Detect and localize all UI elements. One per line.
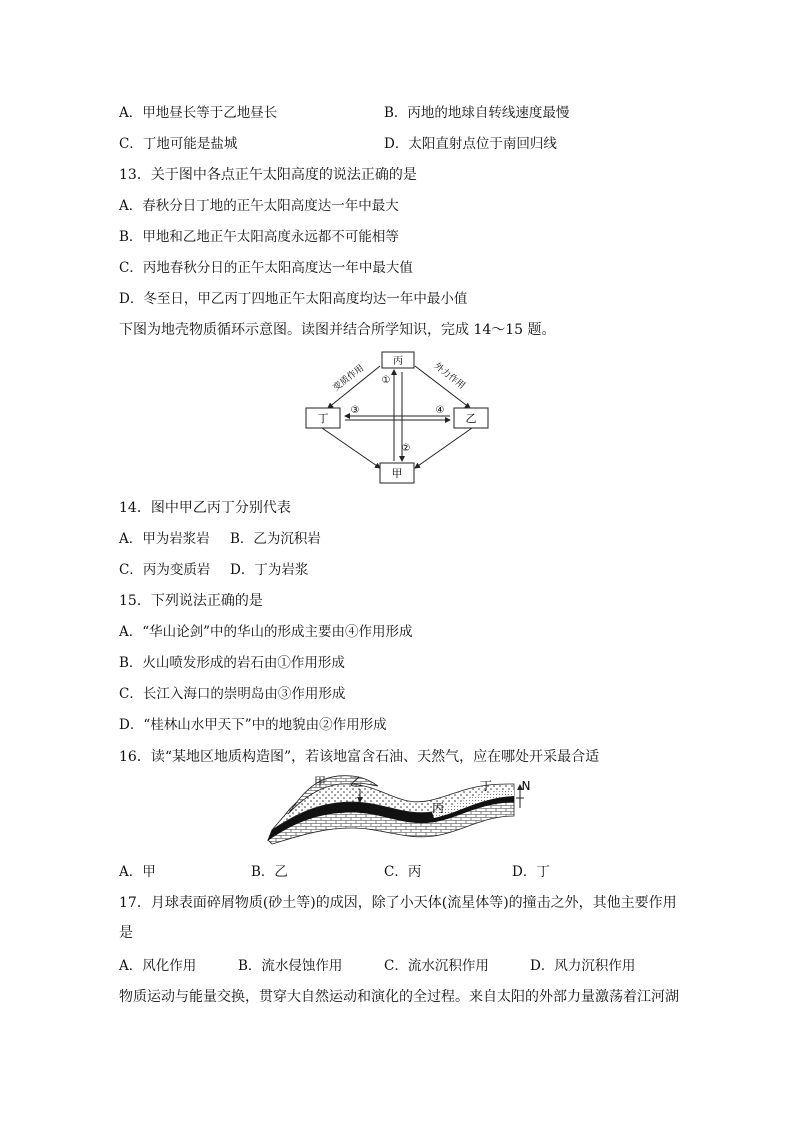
q15-option-a: A．“华山论剑”中的华山的形成主要由④作用形成: [119, 624, 413, 640]
north-label: N: [521, 779, 531, 793]
q14-option-b: B．乙为沉积岩: [230, 531, 321, 547]
box-bottom-label: 甲: [391, 467, 403, 480]
q13-option-c: C．丙地春秋分日的正午太阳高度达一年中最大值: [119, 260, 413, 276]
q16-option-a: A．甲: [119, 864, 156, 880]
edge-label-metamorphism: 变质作用: [331, 363, 367, 394]
rock-cycle-diagram: [300, 348, 500, 488]
arrow-number-1: ①: [381, 375, 391, 386]
q16-option-b: B．乙: [251, 864, 288, 880]
arrow-number-4: ④: [435, 405, 445, 416]
q14-option-c: C．丙为变质岩: [119, 562, 211, 578]
label-yi: 乙: [349, 775, 363, 789]
q12-option-d: D．太阳直射点位于南回归线: [384, 136, 557, 152]
q17-option-b: B．流水侵蚀作用: [238, 958, 343, 974]
q12-option-b: B．丙地的地球自转线速度最慢: [384, 105, 570, 121]
q15-option-b: B．火山喷发形成的岩石由①作用形成: [119, 655, 345, 671]
edge-label-external-force: 外力作用: [431, 361, 467, 392]
q17-option-a: A．风化作用: [119, 958, 197, 974]
q16-option-d: D．丁: [512, 864, 550, 880]
q14-option-d: D．丁为岩浆: [230, 562, 309, 578]
label-jia: 甲: [313, 775, 327, 789]
q13-option-a: A．春秋分日丁地的正午太阳高度达一年中最大: [119, 198, 399, 214]
q16-option-c: C．丙: [384, 864, 422, 880]
q13-option-d: D．冬至日，甲乙丙丁四地正午太阳高度均达一年中最小值: [119, 291, 468, 307]
q12-option-c: C．丁地可能是盐城: [119, 136, 238, 152]
box-top-label: 丙: [393, 356, 403, 367]
q16-stem: 16．读“某地区地质构造图”，若该地富含石油、天然气，应在哪处开采最合适: [119, 749, 600, 765]
arrow-number-3: ③: [350, 405, 360, 416]
label-bing: 丙: [431, 801, 445, 815]
q15-option-d: D．“桂林山水甲天下”中的地貌由②作用形成: [119, 717, 387, 733]
box-left-label: 丁: [317, 412, 329, 425]
q13-option-b: B．甲地和乙地正午太阳高度永远都不可能相等: [119, 229, 399, 245]
q17-option-d: D．风力沉积作用: [530, 958, 636, 974]
trailing-paragraph: 物质运动与能量交换，贯穿大自然运动和演化的全过程。来自太阳的外部力量激荡着江河湖: [119, 989, 679, 1005]
q13-stem: 13．关于图中各点正午太阳高度的说法正确的是: [119, 167, 417, 183]
q14-option-a: A．甲为岩浆岩: [119, 531, 210, 547]
q12-option-a: A．甲地昼长等于乙地昼长: [119, 105, 278, 121]
q14-stem: 14．图中甲乙丙丁分别代表: [119, 500, 291, 516]
q17-stem-line2: 是: [119, 925, 133, 941]
label-ding: 丁: [479, 779, 493, 793]
q15-option-c: C．长江入海口的崇明岛由③作用形成: [119, 686, 346, 702]
q17-option-c: C．流水沉积作用: [384, 958, 489, 974]
q15-stem: 15．下列说法正确的是: [119, 593, 263, 609]
intro-14-15: 下图为地壳物质循环示意图。读图并结合所学知识，完成 14～15 题。: [119, 322, 556, 338]
geologic-structure-diagram: [264, 772, 534, 848]
arrow-number-2: ②: [401, 443, 411, 454]
q17-stem-line1: 17．月球表面碎屑物质(砂土等)的成因，除了小天体(流星体等)的撞击之外，其他主要作用: [119, 895, 677, 911]
box-right-label: 乙: [465, 412, 477, 425]
